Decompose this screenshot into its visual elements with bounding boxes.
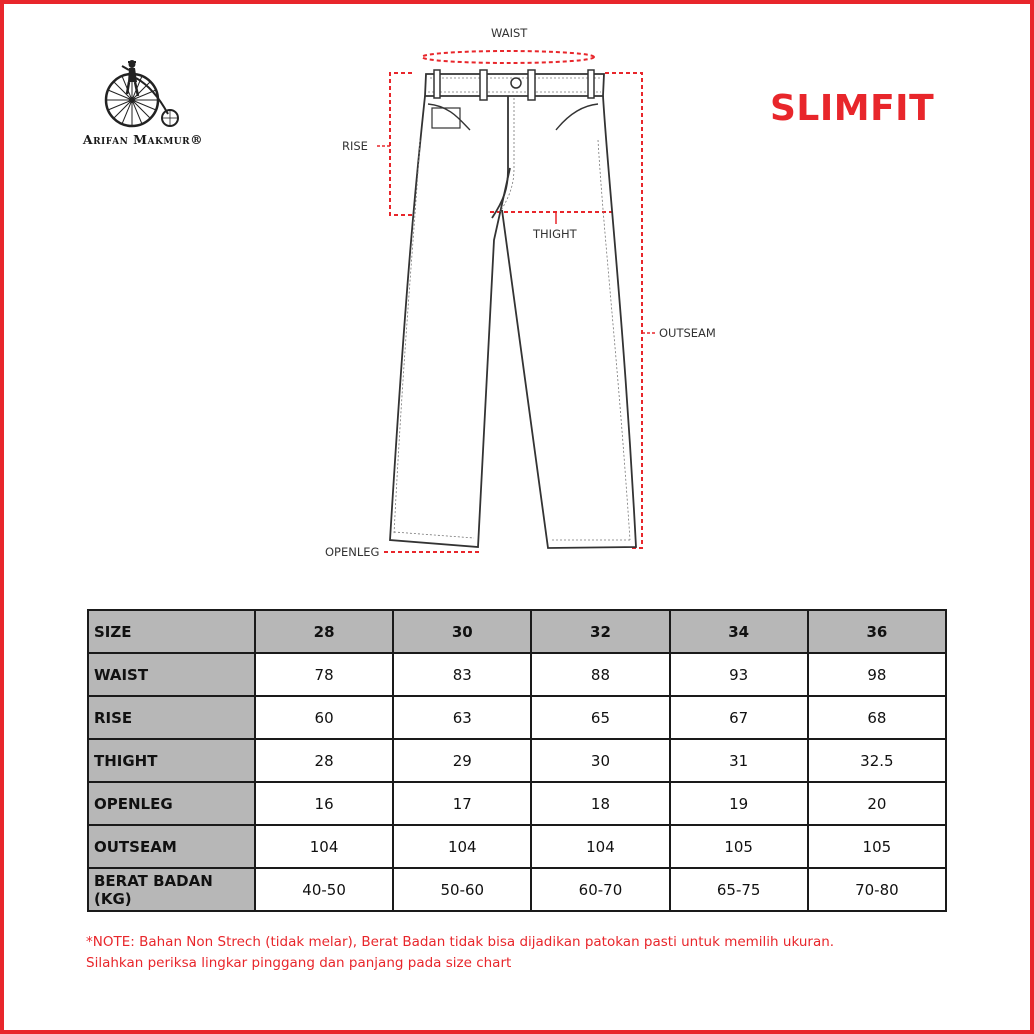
size-cell: 32 (531, 610, 669, 653)
row-label: OPENLEG (88, 782, 255, 825)
table-cell: 105 (808, 825, 946, 868)
row-label: BERAT BADAN (KG) (88, 868, 255, 911)
table-cell: 63 (393, 696, 531, 739)
rise-measure-line (390, 73, 412, 215)
jeans-diagram (320, 20, 780, 584)
table-cell: 93 (670, 653, 808, 696)
table-cell: 70-80 (808, 868, 946, 911)
table-cell: 105 (670, 825, 808, 868)
jeans-illustration (320, 20, 780, 580)
table-cell: 78 (255, 653, 393, 696)
table-cell: 60 (255, 696, 393, 739)
penny-farthing-icon (102, 58, 182, 130)
table-cell: 16 (255, 782, 393, 825)
outseam-measure-line (605, 73, 642, 548)
table-cell: 68 (808, 696, 946, 739)
table-cell: 67 (670, 696, 808, 739)
table-row (88, 653, 946, 696)
row-label: SIZE (88, 610, 255, 653)
row-label: RISE (88, 696, 255, 739)
size-note (86, 932, 966, 974)
table-header-row (88, 610, 946, 653)
note-line-1: *NOTE: Bahan Non Strech (tidak melar), Berat Badan tidak bisa dijadikan patokan pasti untuk memilih ukuran. (86, 934, 835, 950)
label-waist: WAIST (491, 26, 528, 40)
table-cell: 104 (531, 825, 669, 868)
table-cell: 20 (808, 782, 946, 825)
table-row (88, 696, 946, 739)
size-cell: 28 (255, 610, 393, 653)
table-row (88, 868, 946, 911)
table-row (88, 825, 946, 868)
table-cell: 65 (531, 696, 669, 739)
label-thight: THIGHT (533, 227, 577, 241)
table-cell: 88 (531, 653, 669, 696)
row-label: THIGHT (88, 739, 255, 782)
brand-logo (68, 58, 218, 153)
label-rise: RISE (342, 139, 368, 153)
table-cell: 19 (670, 782, 808, 825)
size-chart-table (87, 609, 947, 912)
table-cell: 17 (393, 782, 531, 825)
size-cell: 30 (393, 610, 531, 653)
table-cell: 32.5 (808, 739, 946, 782)
table-cell: 83 (393, 653, 531, 696)
brand-name: Arifan Makmur® (82, 132, 204, 147)
table-cell: 104 (393, 825, 531, 868)
label-openleg: OPENLEG (325, 545, 380, 559)
table-row (88, 739, 946, 782)
table-cell: 98 (808, 653, 946, 696)
row-label: WAIST (88, 653, 255, 696)
table-cell: 60-70 (531, 868, 669, 911)
table-row (88, 782, 946, 825)
row-label: OUTSEAM (88, 825, 255, 868)
table-cell: 40-50 (255, 868, 393, 911)
table-cell: 29 (393, 739, 531, 782)
table-cell: 30 (531, 739, 669, 782)
table-cell: 18 (531, 782, 669, 825)
table-cell: 31 (670, 739, 808, 782)
fit-title: SLIMFIT (770, 88, 935, 129)
table-cell: 104 (255, 825, 393, 868)
note-line-2: Silahkan periksa lingkar pinggang dan panjang pada size chart (86, 955, 512, 971)
table-cell: 65-75 (670, 868, 808, 911)
button-icon (511, 78, 521, 88)
waist-measure-line (422, 51, 594, 63)
table-cell: 50-60 (393, 868, 531, 911)
size-cell: 36 (808, 610, 946, 653)
table-cell: 28 (255, 739, 393, 782)
label-outseam: OUTSEAM (659, 326, 716, 340)
size-cell: 34 (670, 610, 808, 653)
